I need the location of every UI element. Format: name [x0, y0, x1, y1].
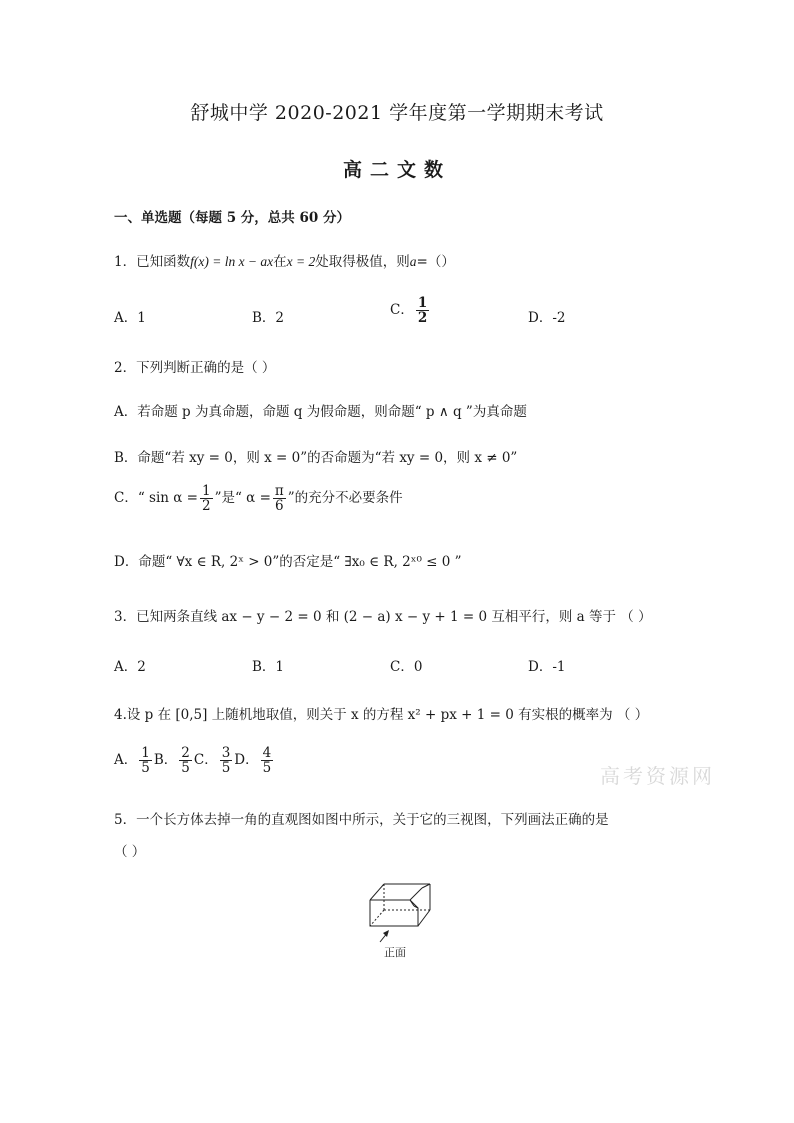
question-2-option-a: A．若命题 p 为真命题，命题 q 为假命题，则命题“ p ∧ q ”为真命题	[114, 404, 527, 420]
question-3-stem: 3．已知两条直线 ax − y − 2 = 0 和 (2 − a) x − y + 1 = 0 互相平行，则 a 等于 （ ）	[114, 609, 652, 625]
question-5-paren: （ ）	[114, 844, 146, 860]
question-4-options: A． $\frac{1}{5}$ B． $\frac{2}{5}$ C． $\frac{3}{5}$ D． $\frac{4}{5}$	[114, 745, 272, 777]
question-1-stem: 1．已知函数f(x) = ln x − ax在x = 2处取得极值，则a=（）	[114, 254, 455, 270]
watermark: 高考资源网	[600, 764, 715, 788]
question-2-option-d: D．命题“ ∀x ∈ R, 2ˣ > 0”的否定是“ ∃x₀ ∈ R, 2ˣ⁰ ≤ 0 ”	[114, 554, 462, 570]
question-1-option-c: C． $\frac{1}{2}$	[390, 295, 428, 327]
figure-label-front: 正面	[384, 946, 406, 959]
question-1-option-a: A．1	[114, 310, 146, 326]
question-4-stem: 4.设 p 在 [0,5] 上随机地取值，则关于 x 的方程 x² + px + 1 = 0 有实根的概率为 （ ）	[114, 707, 649, 723]
exam-title: 舒城中学 2020-2021 学年度第一学期期末考试	[190, 102, 604, 124]
question-3-option-d: D．-1	[528, 659, 566, 675]
question-3-option-b: B．1	[252, 659, 285, 675]
question-5-stem: 5．一个长方体去掉一角的直观图如图中所示，关于它的三视图，下列画法正确的是	[114, 812, 609, 828]
section-heading: 一、单选题（每题 5 分，总共 60 分）	[114, 210, 350, 226]
question-3-option-c: C．0	[390, 659, 423, 675]
exam-subtitle: 高二文数	[342, 159, 451, 181]
question-2-option-c: C．“ sin α = $\frac{1}{2}$ ”是“ α = $\frac{\pi}{6}$ ”的充分不必要条件	[114, 483, 403, 515]
question-1-option-d: D．-2	[528, 310, 566, 326]
question-3-option-a: A．2	[114, 659, 146, 675]
question-2-option-b: B．命题“若 xy = 0，则 x = 0”的否命题为“若 xy = 0，则 x ≠ 0”	[114, 450, 518, 466]
question-2-stem: 2．下列判断正确的是（ ）	[114, 360, 276, 376]
question-1-option-b: B．2	[252, 310, 285, 326]
